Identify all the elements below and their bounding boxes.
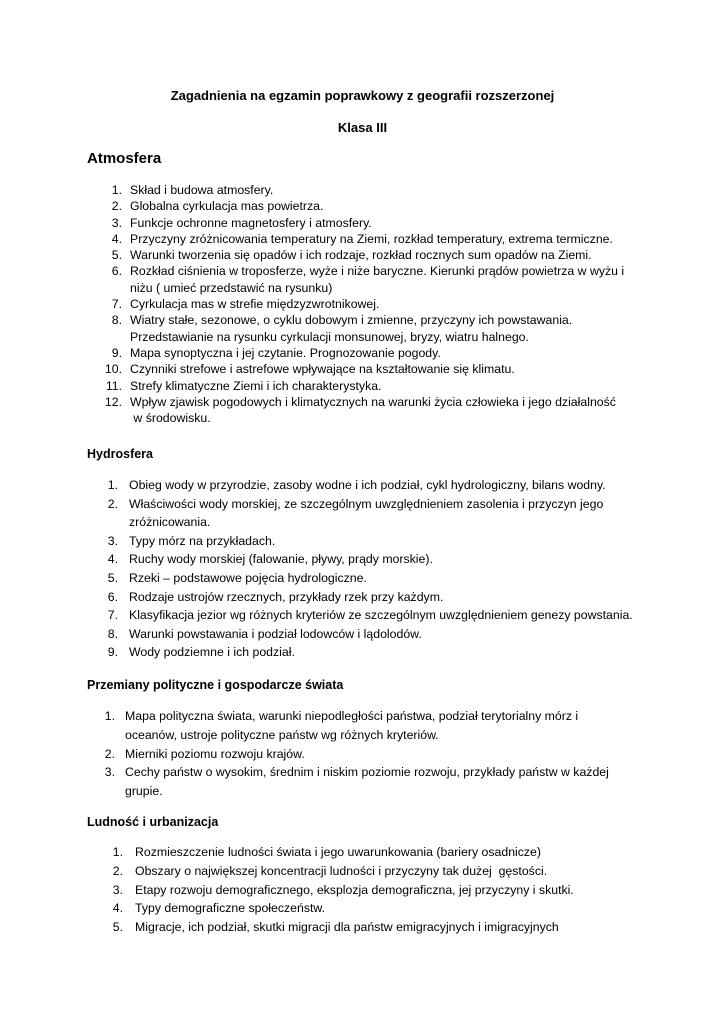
list-item-number: 10.	[104, 362, 122, 377]
list-item-text	[130, 394, 616, 427]
list-item-number: 12.	[104, 394, 122, 409]
list-atmosfera	[87, 182, 647, 426]
list-item-text	[129, 569, 367, 588]
list-item-line: Rodzaje ustrojów rzecznych, przykłady rzek przy każdym.	[129, 589, 444, 604]
list-item-text	[129, 625, 422, 644]
list-item-text	[135, 899, 325, 918]
list-item-number: 2.	[107, 496, 118, 511]
list-item-line: Warunki tworzenia się opadów i ich rodzaje, rozkład rocznych sum opadów na Ziemi.	[130, 248, 592, 263]
list-item	[87, 378, 647, 394]
list-item-number: 5.	[112, 920, 123, 935]
list-item-text	[129, 588, 443, 607]
list-item-number: 3.	[111, 215, 122, 230]
list-item	[87, 532, 647, 551]
list-item	[87, 643, 647, 662]
list-item-line: Cechy państw o wysokim, średnim i niskim poziomie rozwoju, przykłady państw w każdej	[125, 765, 609, 780]
list-item-text	[129, 476, 606, 495]
list-item-line: Przedstawianie na rysunku cyrkulacji monsunowej, bryzy, wiatru halnego.	[130, 329, 529, 344]
list-przemiany	[87, 707, 647, 801]
list-item-number: 4.	[107, 552, 118, 567]
list-item-number: 7.	[107, 608, 118, 623]
list-item-line: Warunki powstawania i podział lodowców i lądolodów.	[129, 626, 422, 641]
list-item-text	[130, 378, 381, 394]
list-item-line: Wpływ zjawisk pogodowych i klimatycznych na warunki życia człowieka i jego działalność	[130, 394, 616, 409]
list-item-line: Skład i budowa atmosfery.	[130, 183, 274, 197]
document-title: Zagadnienia na egzamin poprawkowy z geografii rozszerzonej	[170, 88, 555, 103]
list-item-line: niżu ( umieć przedstawić na rysunku)	[130, 280, 333, 295]
list-item-text	[135, 881, 574, 900]
list-item-line: Właściwości wody morskiej, ze szczególnym uwzględnieniem zasolenia i przyczyn jego	[129, 496, 604, 511]
class-label: Klasa III	[337, 120, 388, 135]
list-item-line: zróżnicowania.	[129, 515, 211, 530]
list-item-line: Klasyfikacja jezior wg różnych kryteriów ze szczególnym uwzględnieniem genezy powstania.	[129, 608, 633, 623]
list-item-number: 4.	[112, 901, 123, 916]
list-item-text	[125, 707, 578, 745]
list-item	[87, 763, 647, 801]
list-item-text	[135, 918, 559, 937]
list-item-number: 6.	[107, 589, 118, 604]
list-item	[87, 182, 647, 198]
list-item-number: 2.	[111, 199, 122, 214]
list-item-line: w środowisku.	[130, 411, 211, 426]
list-item-line: Rzeki – podstawowe pojęcia hydrologiczne.	[129, 570, 367, 585]
list-ludnosc	[87, 843, 647, 937]
list-item-line: Mapa synoptyczna i jej czytanie. Prognozowanie pogody.	[130, 345, 441, 360]
list-item-line: Cyrkulacja mas w strefie międzyzwrotnikowej.	[130, 297, 380, 312]
list-item	[87, 899, 647, 918]
list-item-text	[125, 763, 609, 801]
list-item-number: 3.	[112, 882, 123, 897]
list-item-text	[130, 231, 613, 247]
list-hydrosfera	[87, 476, 647, 662]
list-item-text	[130, 296, 379, 312]
list-item-text	[135, 862, 547, 881]
list-item-text	[130, 182, 273, 198]
list-item-line: Mierniki poziomu rozwoju krajów.	[125, 746, 305, 761]
list-item-line: Migracje, ich podział, skutki migracji dla państw emigracyjnych i imigracyjnych	[135, 920, 559, 935]
list-item-number: 3.	[104, 765, 115, 780]
list-item-number: 8.	[107, 626, 118, 641]
list-item-line: Obieg wody w przyrodzie, zasoby wodne i ich podział, cykl hydrologiczny, bilans wodny.	[129, 478, 606, 492]
list-item-number: 11.	[105, 378, 122, 393]
list-item-line: grupie.	[125, 784, 163, 799]
list-item-line: Globalna cyrkulacja mas powietrza.	[130, 199, 324, 214]
list-item-number: 4.	[111, 231, 122, 246]
list-item-number: 8.	[111, 313, 122, 328]
list-item-number: 9.	[107, 645, 118, 660]
list-item	[87, 550, 647, 569]
list-item-number: 1.	[111, 183, 122, 197]
list-item	[87, 918, 647, 937]
list-item-number: 5.	[107, 570, 118, 585]
list-item	[87, 394, 647, 427]
list-item	[87, 588, 647, 607]
list-item-line: Obszary o największej koncentracji ludności i przyczyny tak dużej gęstości.	[135, 863, 548, 878]
list-item-line: Rozkład ciśnienia w troposferze, wyże i niże baryczne. Kierunki prądów powietrza w wyżu i	[130, 264, 625, 279]
list-item-number: 6.	[111, 264, 122, 279]
section-heading-przemiany: Przemiany polityczne i gospodarcze świata	[87, 678, 344, 692]
list-item	[87, 345, 647, 361]
list-item	[87, 843, 647, 862]
list-item-line: Czynniki strefowe i astrefowe wpływające na kształtowanie się klimatu.	[130, 362, 515, 377]
list-item-line: Typy mórz na przykładach.	[129, 533, 276, 548]
list-item-line: oceanów, ustroje polityczne państw wg różnych kryteriów.	[125, 727, 439, 742]
list-item-line: Strefy klimatyczne Ziemi i ich charakterystyka.	[130, 378, 382, 393]
list-item-number: 1.	[104, 709, 115, 723]
list-item-line: Wiatry stałe, sezonowe, o cyklu dobowym i zmienne, przyczyny ich powstawania.	[130, 313, 573, 328]
list-item-number: 3.	[107, 533, 118, 548]
list-item-number: 1.	[112, 845, 123, 859]
list-item-number: 1.	[107, 478, 118, 492]
list-item	[87, 215, 647, 231]
list-item	[87, 361, 647, 377]
list-item-line: Wody podziemne i ich podział.	[129, 645, 295, 660]
list-item-line: Funkcje ochronne magnetosfery i atmosfery.	[130, 215, 372, 230]
list-item	[87, 263, 647, 296]
list-item-text	[135, 843, 541, 862]
list-item-text	[129, 643, 295, 662]
list-item-text	[130, 215, 372, 231]
list-item-text	[130, 361, 515, 377]
list-item-number: 2.	[104, 746, 115, 761]
list-item-line: Ruchy wody morskiej (falowanie, pływy, prądy morskie).	[129, 552, 433, 567]
list-item	[87, 606, 647, 625]
list-item	[87, 231, 647, 247]
list-item-text	[129, 606, 633, 625]
list-item-number: 2.	[112, 863, 123, 878]
list-item-text	[130, 263, 624, 296]
section-heading-atmosfera: Atmosfera	[87, 150, 162, 167]
list-item-text	[130, 312, 572, 345]
list-item-text	[129, 495, 603, 532]
section-heading-hydrosfera: Hydrosfera	[87, 447, 153, 461]
list-item	[87, 625, 647, 644]
list-item	[87, 745, 647, 764]
list-item	[87, 495, 647, 532]
list-item	[87, 296, 647, 312]
list-item-text	[129, 550, 433, 569]
list-item	[87, 862, 647, 881]
list-item-text	[130, 247, 592, 263]
list-item-number: 9.	[111, 345, 122, 360]
list-item-number: 7.	[111, 297, 122, 312]
list-item	[87, 247, 647, 263]
section-heading-ludnosc: Ludność i urbanizacja	[87, 815, 219, 829]
list-item	[87, 198, 647, 214]
list-item	[87, 312, 647, 345]
list-item-text	[129, 532, 275, 551]
list-item-line: Typy demograficzne społeczeństw.	[135, 901, 326, 916]
list-item-line: Etapy rozwoju demograficznego, eksplozja demograficzna, jej przyczyny i skutki.	[135, 882, 574, 897]
list-item-line: Mapa polityczna świata, warunki niepodległości państwa, podział terytorialny mórz i	[125, 709, 579, 723]
list-item-text	[125, 745, 305, 764]
list-item	[87, 707, 647, 745]
list-item-text	[130, 345, 441, 361]
list-item-line: Rozmieszczenie ludności świata i jego uwarunkowania (bariery osadnicze)	[135, 845, 541, 859]
list-item	[87, 569, 647, 588]
list-item	[87, 881, 647, 900]
list-item-line: Przyczyny zróżnicowania temperatury na Ziemi, rozkład temperatury, extrema termiczne.	[130, 231, 613, 246]
list-item-number: 5.	[111, 248, 122, 263]
list-item	[87, 476, 647, 495]
list-item-text	[130, 198, 323, 214]
